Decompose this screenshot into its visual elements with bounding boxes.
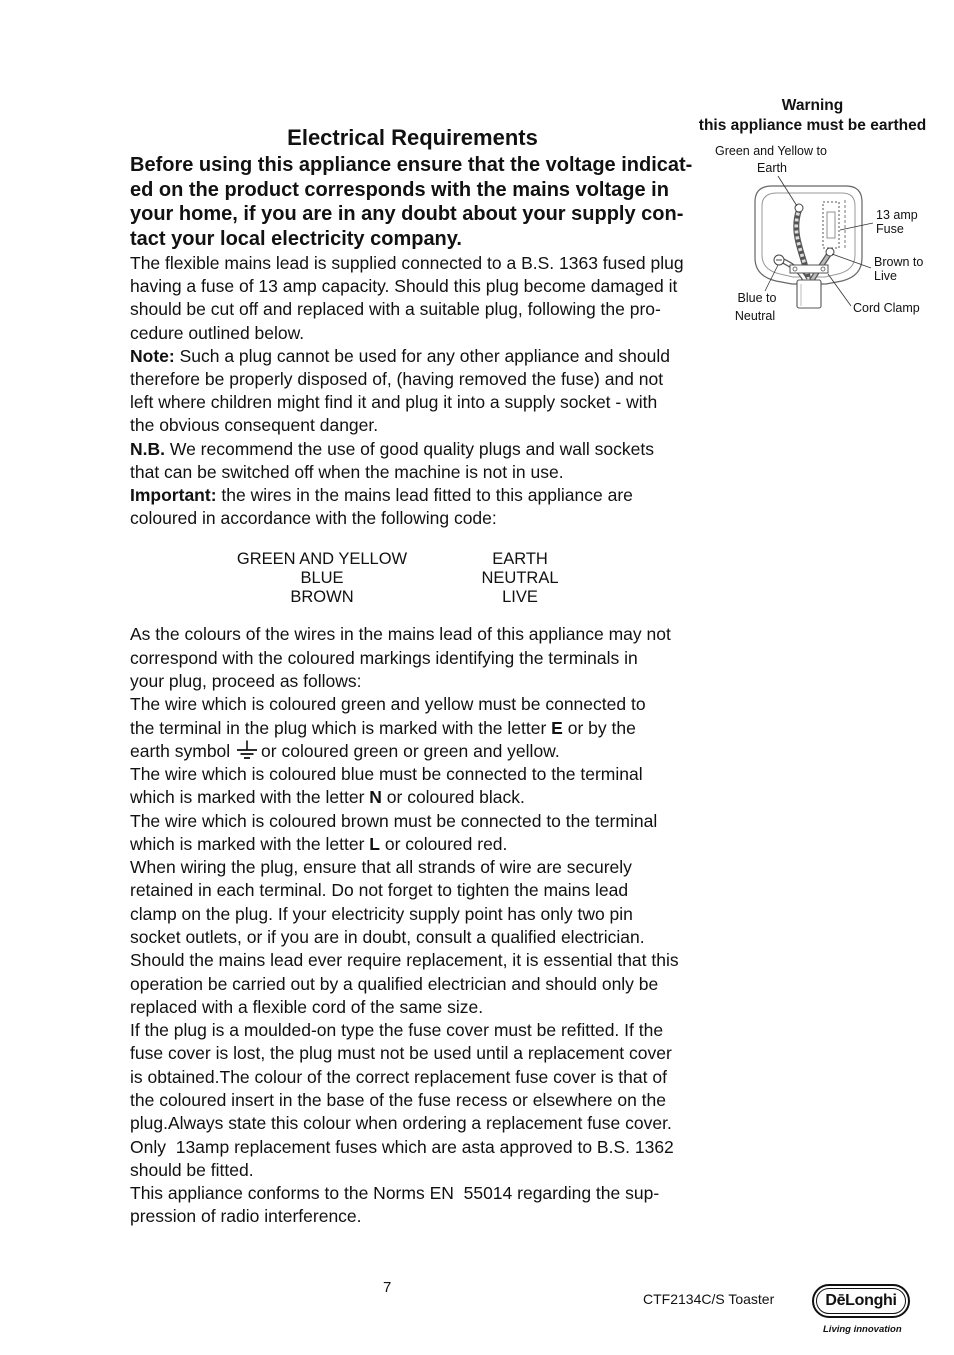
text-run: the wires in the mains lead fitted to this appliance are xyxy=(216,485,633,506)
text-line xyxy=(130,740,679,763)
bold-term: Important: xyxy=(130,485,217,506)
text-line xyxy=(130,717,679,740)
text-line: coloured in accordance with the following code: xyxy=(130,508,497,529)
text-line: As the colours of the wires in the mains lead of this appliance may not xyxy=(130,624,671,645)
text-line: Before using this appliance ensure that the voltage indicat- xyxy=(130,154,693,176)
code-colour-cell: BROWN xyxy=(290,588,354,606)
text-line: clamp on the plug. If your electricity supply point has only two pin xyxy=(130,903,633,924)
live-terminal xyxy=(826,248,834,256)
text-line: is obtained.The colour of the correct replacement fuse cover is that of xyxy=(130,1066,667,1087)
text-line: that can be switched off when the machine is not in use. xyxy=(130,461,564,482)
text-line: When wiring the plug, ensure that all strands of wire are securely xyxy=(130,857,632,878)
text-line: The wire which is coloured green and yellow must be connected to xyxy=(130,694,646,715)
wire-function-column xyxy=(440,550,600,607)
text-line: If the plug is a moulded-on type the fuse cover must be refitted. If the xyxy=(130,1020,664,1041)
brand-tagline: Living innovation xyxy=(823,1324,902,1335)
intro-paragraph xyxy=(130,153,692,251)
text-line: replaced with a flexible cord of the same size. xyxy=(130,996,484,1017)
body-section-2 xyxy=(130,623,679,1228)
earth-leader-line xyxy=(778,176,797,206)
text-line: your plug, proceed as follows: xyxy=(130,670,362,691)
text-line: having a fuse of 13 amp capacity. Should this plug become damaged it xyxy=(130,276,678,297)
brand-wordmark: DēLonghi xyxy=(825,1292,897,1309)
cord-clamp-label: Cord Clamp xyxy=(853,301,920,315)
code-colour-cell: GREEN AND YELLOW xyxy=(236,550,408,568)
body-section-1 xyxy=(130,252,684,530)
text-line: The wire which is coloured brown must be connected to the terminal xyxy=(130,810,658,831)
text-line: Only 13amp replacement fuses which are asta approved to B.S. 1362 xyxy=(130,1136,674,1157)
text-line: the obvious consequent danger. xyxy=(130,415,379,436)
text-run: or coloured green or green and yellow. xyxy=(261,740,560,761)
text-line: operation be carried out by a qualified electrician and should only be xyxy=(130,973,659,994)
page-number: 7 xyxy=(383,1279,392,1296)
earth-label-line2: Earth xyxy=(757,161,787,175)
text-line: the coloured insert in the base of the fuse recess or elsewhere on the xyxy=(130,1090,667,1111)
model-name: CTF2134C/S Toaster xyxy=(643,1291,775,1307)
text-line: The flexible mains lead is supplied connected to a B.S. 1363 fused plug xyxy=(130,253,684,273)
text-line xyxy=(130,345,684,368)
wire-colour-column xyxy=(222,550,422,607)
earthing-warning xyxy=(690,96,935,136)
code-function-cell: LIVE xyxy=(502,588,538,606)
text-line: fuse cover is lost, the plug must not be used until a replacement cover xyxy=(130,1043,672,1064)
text-run: We recommend the use of good quality plugs and wall sockets xyxy=(165,438,654,459)
brand-logo xyxy=(812,1284,910,1318)
text-line: your home, if you are in any doubt about your supply con- xyxy=(130,203,684,225)
text-line: correspond with the coloured markings identifying the terminals in xyxy=(130,647,638,668)
bold-term: E xyxy=(551,717,563,738)
cord-clamp xyxy=(790,265,828,273)
text-line xyxy=(130,484,684,507)
live-label-line1: Brown to xyxy=(874,255,924,269)
text-line: left where children might find it and plug it into a supply socket - with xyxy=(130,392,658,413)
text-line xyxy=(130,786,679,809)
bold-term: N xyxy=(369,787,382,808)
bold-term: N.B. xyxy=(130,438,165,459)
text-run: which is marked with the letter xyxy=(130,787,370,808)
fuse-label-line1: 13 amp xyxy=(876,208,918,222)
text-line: The wire which is coloured blue must be connected to the terminal xyxy=(130,764,643,785)
live-label-line2: Live xyxy=(874,269,897,283)
text-line: retained in each terminal. Do not forget to tighten the mains lead xyxy=(130,880,629,901)
section-heading: Electrical Requirements xyxy=(287,125,538,150)
text-line: Should the mains lead ever require replacement, it is essential that this xyxy=(130,950,679,971)
text-line xyxy=(130,833,679,856)
code-function-cell: EARTH xyxy=(492,550,548,568)
text-line xyxy=(130,438,684,461)
text-line: cedure outlined below. xyxy=(130,322,305,343)
brand-logo-inner xyxy=(816,1288,906,1314)
text-line: ed on the product corresponds with the mains voltage in xyxy=(130,178,669,201)
fuse-label-line2: Fuse xyxy=(876,222,904,236)
text-line: This appliance conforms to the Norms EN 55014 regarding the sup- xyxy=(130,1183,660,1204)
earth-symbol-icon xyxy=(235,740,259,760)
earth-label-line1: Green and Yellow to xyxy=(715,144,827,158)
text-line: plug.Always state this colour when ordering a replacement fuse cover. xyxy=(130,1113,672,1134)
text-run: or coloured black. xyxy=(381,787,525,808)
text-line: should be fitted. xyxy=(130,1159,254,1180)
text-line: tact your local electricity company. xyxy=(130,227,462,250)
text-run: or coloured red. xyxy=(379,833,508,854)
neutral-label-line1: Blue to xyxy=(737,291,777,305)
bold-term: Note: xyxy=(130,345,175,366)
text-line: socket outlets, or if you are in doubt, consult a qualified electrician. xyxy=(130,927,645,948)
text-run: or by the xyxy=(562,717,636,738)
text-run: the terminal in the plug which is marked with the letter xyxy=(130,717,552,738)
neutral-label-line2: Neutral xyxy=(734,309,776,323)
text-line: pression of radio interference. xyxy=(130,1206,362,1227)
text-run: which is marked with the letter xyxy=(130,833,370,854)
text-line: therefore be properly disposed of, (having removed the fuse) and not xyxy=(130,369,664,390)
text-run: earth symbol xyxy=(130,740,236,761)
warning-subtitle: this appliance must be earthed xyxy=(698,117,927,134)
fuse xyxy=(823,202,839,248)
text-line: should be cut off and replaced with a suitable plug, following the pro- xyxy=(130,299,661,320)
bold-term: L xyxy=(369,833,380,854)
code-colour-cell: BLUE xyxy=(300,569,344,587)
text-run: Such a plug cannot be used for any other appliance and should xyxy=(174,345,670,366)
warning-title: Warning xyxy=(781,97,844,114)
code-function-cell: NEUTRAL xyxy=(481,569,559,587)
